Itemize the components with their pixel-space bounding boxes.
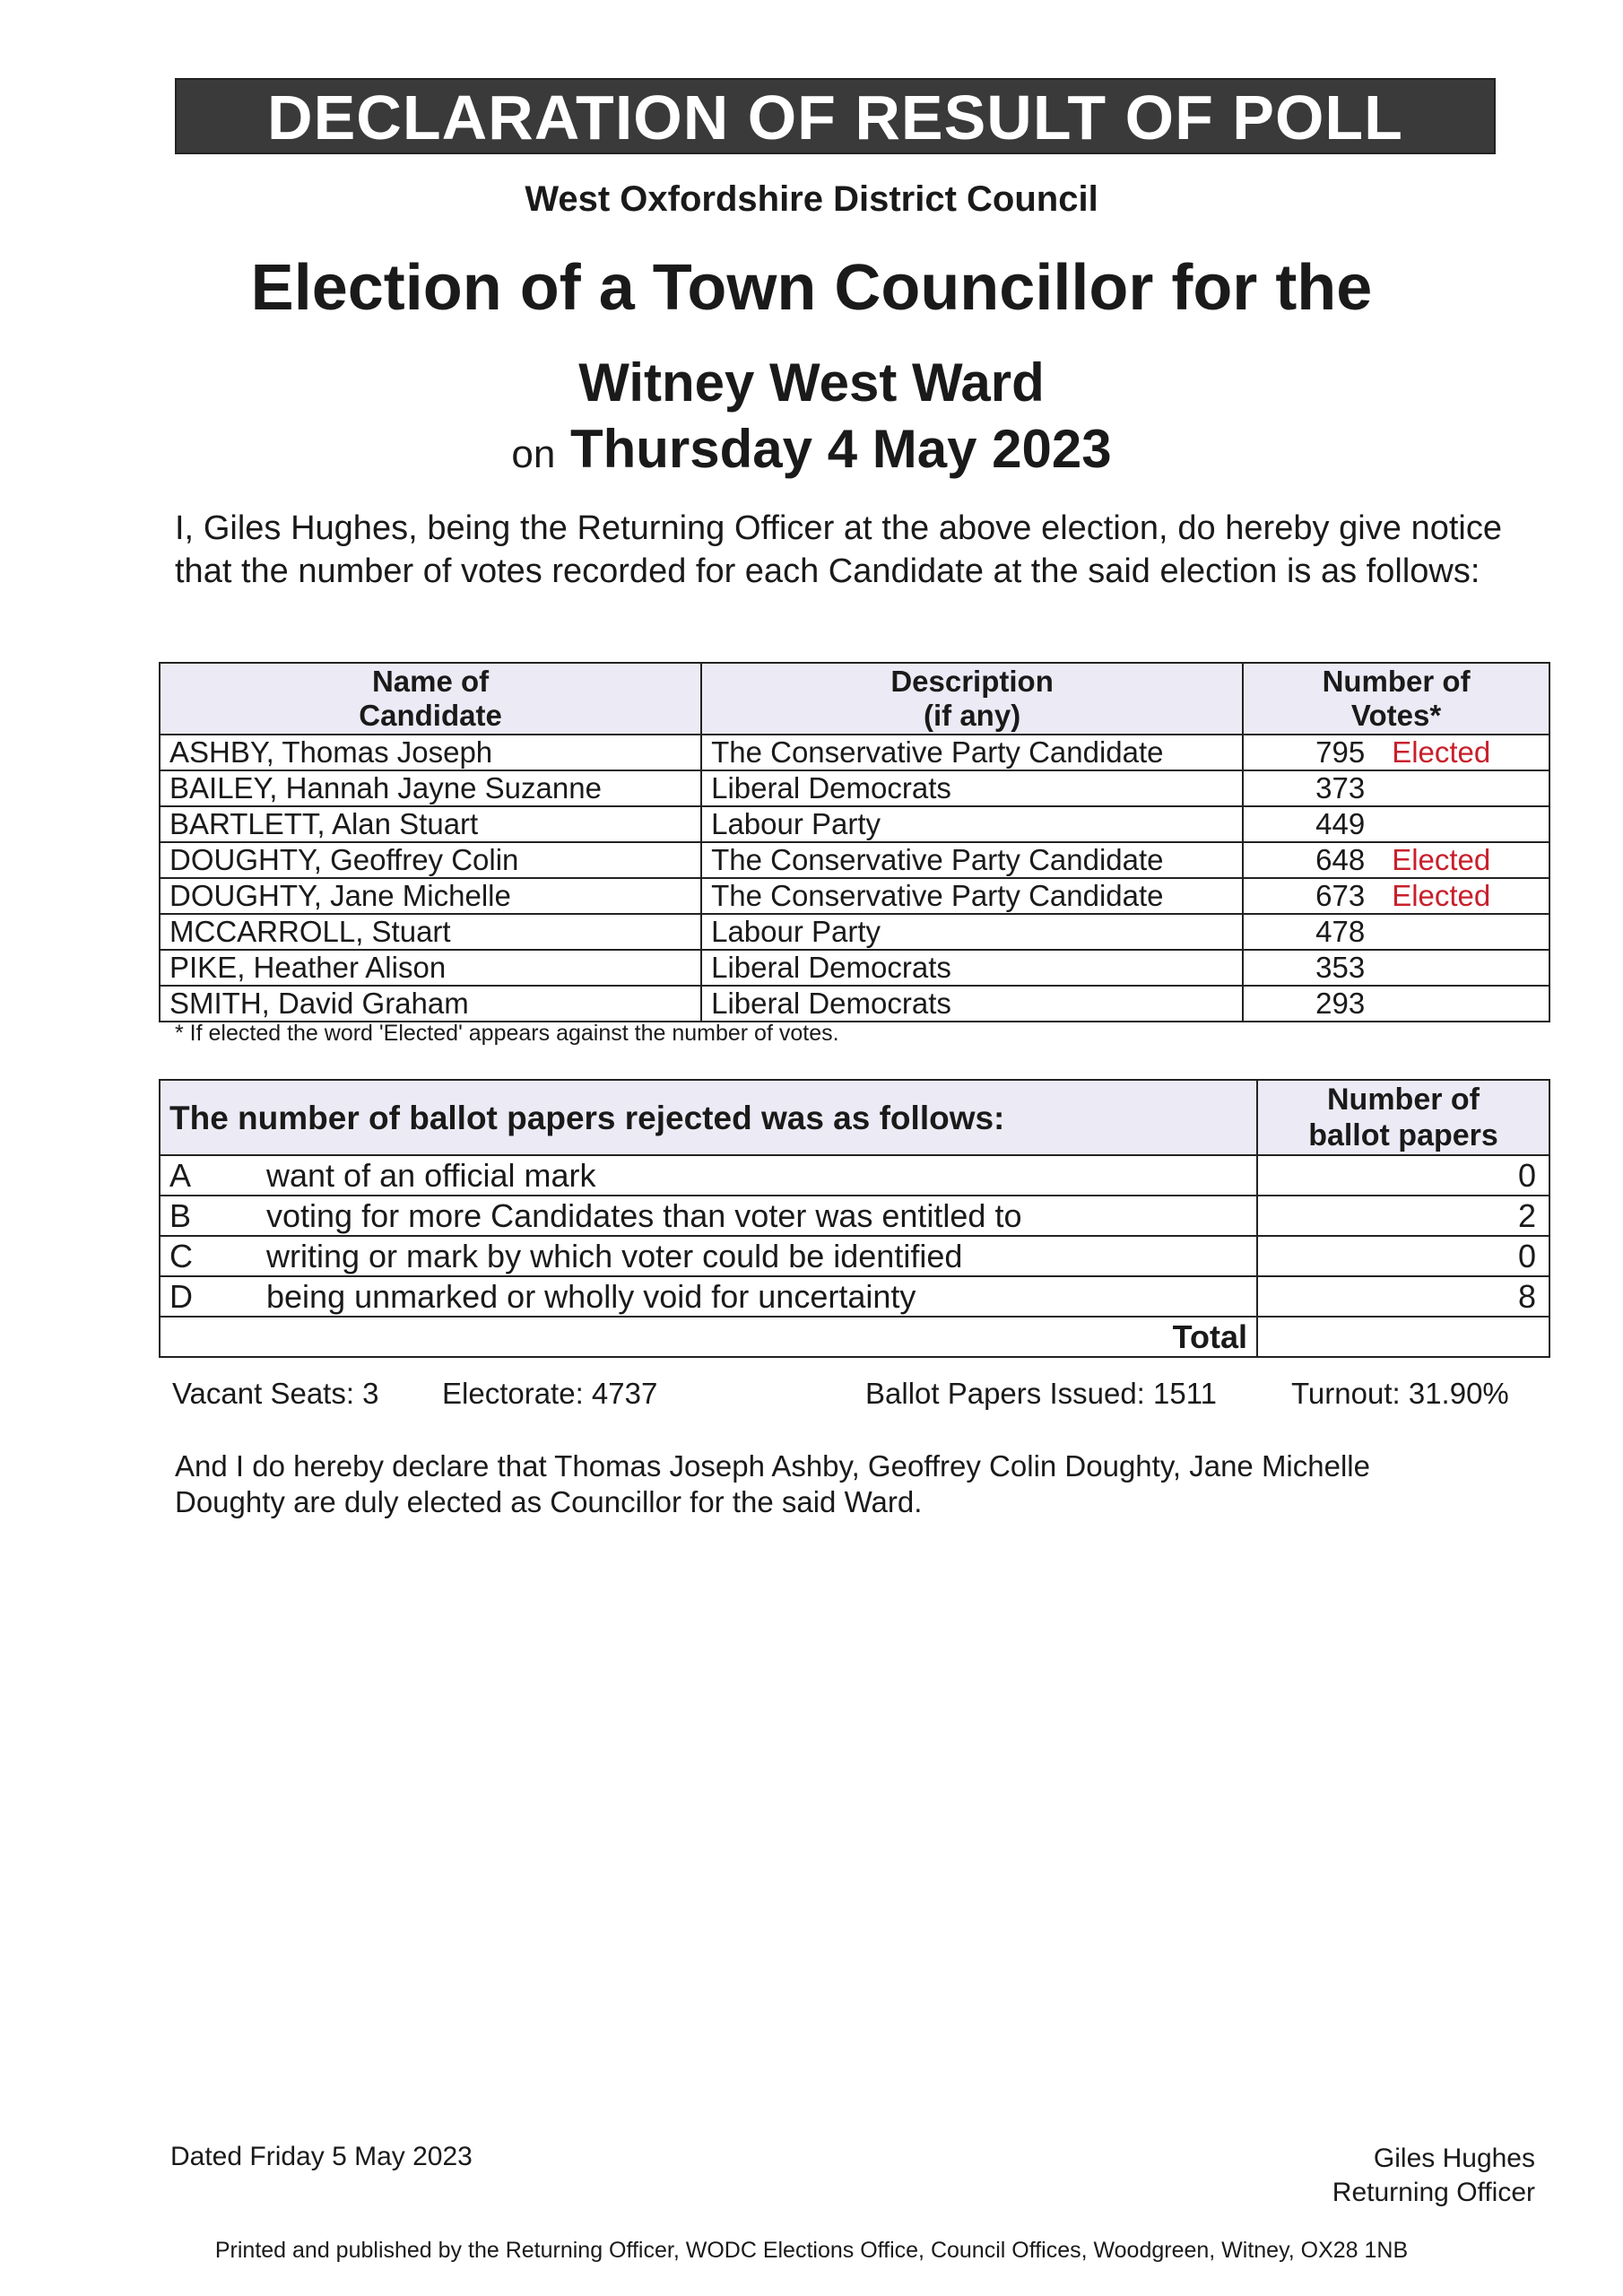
ballot-papers-issued: Ballot Papers Issued: 1511 [865,1377,1217,1410]
candidate-row [160,986,1549,1022]
dated-line: Dated Friday 5 May 2023 [170,2142,473,2171]
officer-name: Giles Hughes [1373,2144,1535,2173]
election-title: Election of a Town Councillor for the [250,252,1373,324]
elected-label: Elected [1392,879,1491,912]
candidates-header-row [160,663,1549,735]
electorate: Electorate: 4737 [442,1377,658,1410]
rejected-total-row [160,1317,1549,1357]
candidate-votes [1243,878,1549,914]
candidate-row [160,842,1549,878]
rejected-code: B [169,1197,192,1234]
candidate-name: MCCARROLL, Stuart [160,914,701,950]
vote-count: 478 [1315,915,1366,948]
rejected-count: 0 [1257,1236,1549,1276]
vote-count: 795 [1315,735,1366,769]
intro-notice: I, Giles Hughes, being the Returning Officer at the above election, do hereby give notice that the number of votes recorded for each Candidate at the said election is as follows: [175,509,1502,590]
officer-title: Returning Officer [1332,2178,1535,2207]
candidate-description: Liberal Democrats [701,986,1243,1022]
rejected-heading: The number of ballot papers rejected was as follows: [160,1080,1257,1155]
candidate-votes [1243,806,1549,842]
candidate-name: SMITH, David Graham [160,986,701,1022]
rejected-reason-cell [160,1155,1257,1196]
council-name: West Oxfordshire District Council [525,179,1098,219]
candidate-row [160,806,1549,842]
candidate-description: The Conservative Party Candidate [701,735,1243,770]
candidate-name: PIKE, Heather Alison [160,950,701,986]
date-value: Thursday 4 May 2023 [569,419,1112,479]
declaration-banner: DECLARATION OF RESULT OF POLL [175,78,1496,154]
rejected-row [160,1276,1549,1317]
rejected-code: A [169,1157,192,1194]
candidate-votes [1243,950,1549,986]
candidate-description: Liberal Democrats [701,950,1243,986]
candidate-row [160,735,1549,770]
candidate-row [160,914,1549,950]
rejected-count: 0 [1257,1155,1549,1196]
vote-count: 373 [1315,771,1366,804]
turnout: Turnout: 31.90% [1291,1377,1509,1410]
date-prefix: on [511,432,556,476]
header-name: Name of Candidate [160,663,701,735]
declaration-text: And I do hereby declare that Thomas Joseph Ashby, Geoffrey Colin Doughty, Jane Michelle Doughty are duly elected as Councillor for the said Ward. [175,1449,1370,1518]
vote-count: 673 [1315,879,1366,912]
rejected-count: 2 [1257,1196,1549,1236]
rejected-code: C [169,1238,193,1274]
rejected-reason: want of an official mark [266,1157,596,1194]
candidate-name: DOUGHTY, Jane Michelle [160,878,701,914]
rejected-count-header: Number of ballot papers [1257,1080,1549,1155]
vote-count: 293 [1315,987,1366,1020]
candidate-description: Liberal Democrats [701,770,1243,806]
vote-count: 353 [1315,951,1366,984]
candidate-description: Labour Party [701,914,1243,950]
elected-label: Elected [1392,843,1491,876]
header-description: Description (if any) [701,663,1243,735]
rejected-row [160,1155,1549,1196]
vote-count: 648 [1315,843,1366,876]
candidate-name: ASHBY, Thomas Joseph [160,735,701,770]
election-date [0,418,1623,480]
candidate-votes [1243,735,1549,770]
ward-name: Witney West Ward [578,352,1045,413]
rejected-code: D [169,1278,193,1315]
rejected-reason: writing or mark by which voter could be identified [266,1238,963,1274]
rejected-reason-cell [160,1196,1257,1236]
elected-footnote: * If elected the word 'Elected' appears against the number of votes. [175,1021,839,1046]
total-label: Total [160,1317,1257,1357]
imprint: Printed and published by the Returning Officer, WODC Elections Office, Council Offices, Woodgreen, Witney, OX28 1NB [214,2238,1409,2263]
rejected-reason-cell [160,1276,1257,1317]
signature-block [1332,2142,1535,2210]
candidate-row [160,770,1549,806]
rejected-reason: voting for more Candidates than voter was entitled to [266,1197,1022,1234]
candidate-votes [1243,986,1549,1022]
header-votes: Number of Votes* [1243,663,1549,735]
candidate-row [160,950,1549,986]
rejected-reason: being unmarked or wholly void for uncertainty [266,1278,916,1315]
candidate-description: The Conservative Party Candidate [701,842,1243,878]
rejected-ballots-table [159,1079,1550,1358]
vote-count: 449 [1315,807,1366,840]
candidate-name: BARTLETT, Alan Stuart [160,806,701,842]
candidate-description: Labour Party [701,806,1243,842]
rejected-row [160,1196,1549,1236]
candidates-table [159,662,1550,1022]
candidate-name: BAILEY, Hannah Jayne Suzanne [160,770,701,806]
candidate-votes [1243,914,1549,950]
candidate-row [160,878,1549,914]
rejected-header-row [160,1080,1549,1155]
rejected-row [160,1236,1549,1276]
vacant-seats: Vacant Seats: 3 [172,1377,379,1410]
candidate-votes [1243,770,1549,806]
total-value [1257,1317,1549,1357]
rejected-reason-cell [160,1236,1257,1276]
candidate-description: The Conservative Party Candidate [701,878,1243,914]
candidate-votes [1243,842,1549,878]
rejected-count: 8 [1257,1276,1549,1317]
elected-label: Elected [1392,735,1491,769]
candidate-name: DOUGHTY, Geoffrey Colin [160,842,701,878]
